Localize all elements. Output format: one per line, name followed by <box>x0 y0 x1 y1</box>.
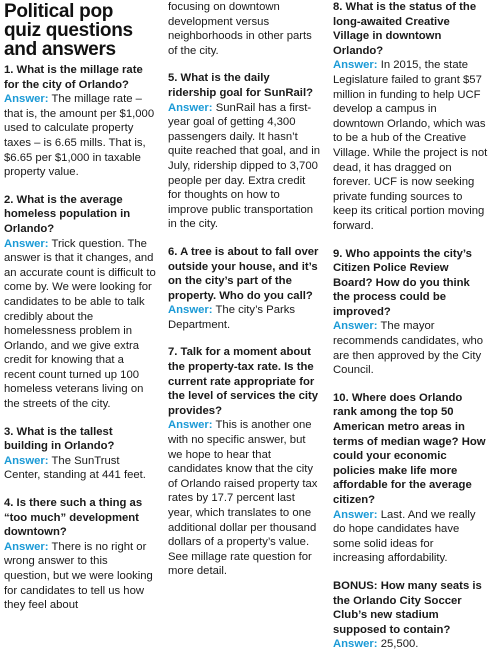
column-2 <box>168 0 320 592</box>
title-line: and answers <box>4 39 116 60</box>
question-text: 8. What is the status of the long-awaited Creative Village in downtown Orlando? <box>333 1 477 57</box>
question-text: 7. Talk for a moment about the property-tax rate. Is the current rate appropriate for the level of services the city provides? <box>168 346 319 417</box>
answer-text <box>168 303 320 332</box>
answer-body: The SunTrust Center, standing at 441 feet. <box>4 454 146 482</box>
title-line: quiz questions <box>4 20 133 41</box>
question-text: 3. What is the tallest building in Orlando? <box>4 425 115 453</box>
article-title <box>4 2 156 59</box>
answer-text <box>168 418 320 579</box>
question-text: BONUS: How many seats is the Orlando City Soccer Club’s new stadium supposed to contain? <box>333 579 482 636</box>
answer-label: Answer: <box>168 101 213 114</box>
question-9 <box>333 247 488 378</box>
answer-text <box>4 454 156 483</box>
answer-body: There is no right or wrong answer to this question, but we were looking for candidates to tell us how they feel about <box>4 540 153 612</box>
question-7 <box>168 345 320 579</box>
answer-body: The city’s Parks Department. <box>168 304 296 331</box>
answer-body: SunRail has a first-year goal of getting 4,300 passengers daily. It hasn’t quite reached that goal, and in July, ridership dipped to 3,700 people per day. Extra credit for thoughts on how to improve public transportation in the city. <box>168 101 320 231</box>
answer-text <box>333 58 488 233</box>
answer-body: 25,500. <box>380 638 419 651</box>
answer-label: Answer: <box>333 638 378 651</box>
answer-label: Answer: <box>168 419 213 432</box>
answer-label: Answer: <box>333 508 378 521</box>
question-text: 9. Who appoints the city’s Citizen Police Review Board? How do you think the process could be improved? <box>333 247 472 318</box>
bonus-question <box>333 579 488 652</box>
column-3 <box>333 0 488 665</box>
answer-4-continued: focusing on downtown development versus neighborhoods in other parts of the city. <box>168 1 312 57</box>
answer-label: Answer: <box>4 237 49 250</box>
question-10 <box>333 391 488 566</box>
answer-body: Trick question. The answer is that it changes, and an accurate count is difficult to come by. We were looking for candidates to be able to talk credibly about the homelessness problem in Orlando, and we give extra credit for knowing that a recent count turned up 100 homeless veterans living on the streets of the city. <box>4 237 156 411</box>
answer-text <box>4 540 156 613</box>
answer-body: The millage rate – that is, the amount per $1,000 used to calculate property taxes – is 6.65 mills. That is, $6.65 per $1,000 in taxable property value. <box>4 93 155 179</box>
column-1 <box>4 0 156 626</box>
question-text: 5. What is the daily ridership goal for SunRail? <box>168 72 313 99</box>
answer-text <box>333 319 488 377</box>
answer-label: Answer: <box>4 540 49 553</box>
answer-text <box>4 92 156 180</box>
answer-body: The mayor recommends candidates, who are then approved by the City Council. <box>333 320 484 377</box>
answer-label: Answer: <box>4 93 49 106</box>
answer-body: This is another one with no specific answer, but we hope to hear that candidates know that the city of Orlando raised property tax rates by 17.7 percent last year, which translates to one additional dollar per thousand dollars of a property’s value. See millage rate question for more detail. <box>168 419 318 578</box>
question-2 <box>4 193 156 412</box>
question-3 <box>4 425 156 483</box>
answer-label: Answer: <box>168 304 213 317</box>
answer-text <box>333 508 488 566</box>
answer-body: Last. And we really do hope candidates have some solid ideas for increasing affordability. <box>333 508 476 565</box>
question-5 <box>168 71 320 232</box>
question-6 <box>168 245 320 333</box>
question-text: 10. Where does Orlando rank among the top 50 American metro areas in terms of median wage? How could your economic policies make life more affordable for the average citizen? <box>333 391 486 506</box>
answer-label: Answer: <box>4 454 49 467</box>
question-text: 6. A tree is about to fall over outside your house, and it’s on the city’s part of the property. Who do you call? <box>168 245 319 302</box>
title-line: Political pop <box>4 1 114 22</box>
question-text: 4. Is there such a thing as “too much” development downtown? <box>4 497 143 539</box>
answer-label: Answer: <box>333 320 378 333</box>
question-4 <box>4 496 156 613</box>
answer-text <box>4 237 156 412</box>
question-text: 1. What is the millage rate for the city of Orlando? <box>4 64 143 91</box>
answer-body: In 2015, the state Legislature failed to grant $57 million in funding to help UCF develop a campus in downtown Orlando, which was to be a hub of the Creative Village. While the project is not dead, it has dragged on forever. UCF is now seeking private funding sources to keep its critical portion moving forward. <box>333 59 488 232</box>
question-8 <box>333 0 488 234</box>
answer-text <box>333 637 488 652</box>
question-1 <box>4 63 156 180</box>
answer-label: Answer: <box>333 59 378 72</box>
question-text: 2. What is the average homeless population in Orlando? <box>4 193 131 235</box>
answer-text <box>168 101 320 232</box>
